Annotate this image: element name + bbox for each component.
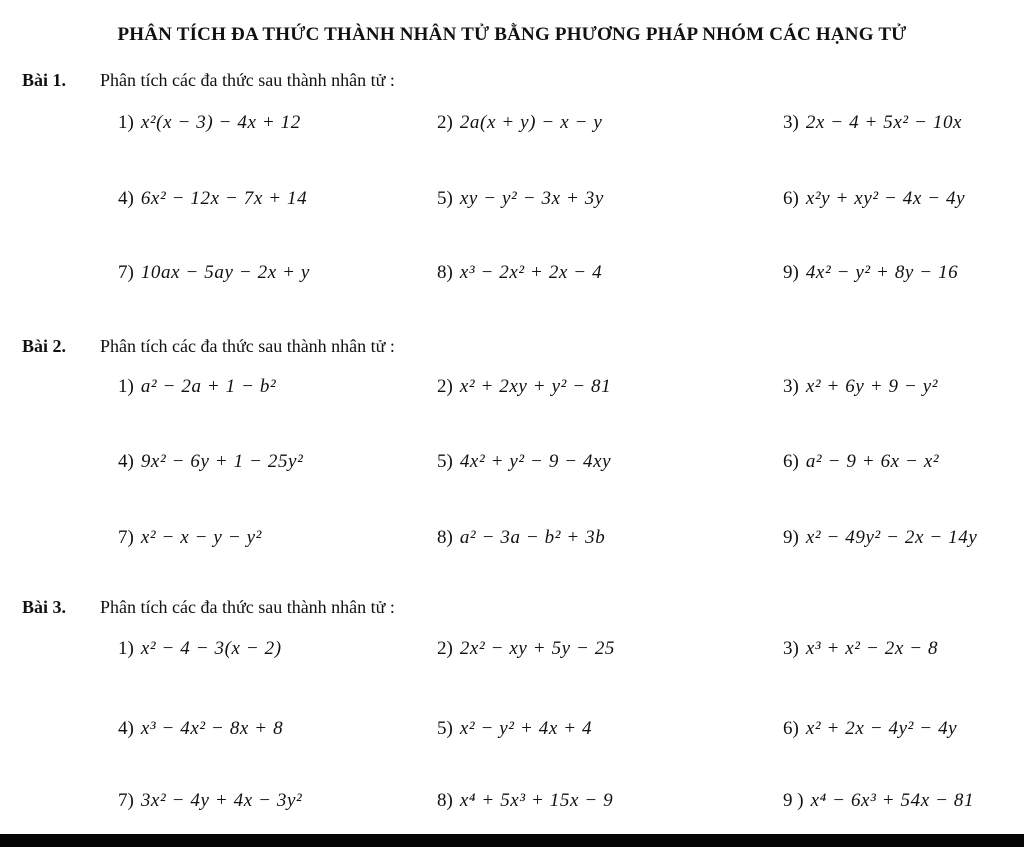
section-heading-bai-3 bbox=[22, 597, 395, 618]
problem-expression: x² − x − y − y² bbox=[140, 527, 262, 548]
problem-expression: 9x² − 6y + 1 − 25y² bbox=[140, 451, 304, 472]
problem-bai1-8 bbox=[437, 262, 602, 284]
problem-index: 8) bbox=[437, 527, 453, 548]
problem-index: 1) bbox=[118, 112, 134, 133]
problem-bai1-3 bbox=[783, 112, 962, 134]
problem-bai1-9 bbox=[783, 262, 958, 284]
problem-index: 1) bbox=[118, 638, 134, 659]
problem-index: 2) bbox=[437, 376, 453, 397]
section-label: Bài 3. bbox=[22, 597, 67, 617]
problem-expression: x² + 6y + 9 − y² bbox=[805, 376, 939, 397]
problem-expression: x²y + xy² − 4x − 4y bbox=[805, 188, 966, 209]
problem-expression: 3x² − 4y + 4x − 3y² bbox=[140, 790, 303, 811]
problem-bai2-5 bbox=[437, 451, 611, 473]
problem-index: 4) bbox=[118, 718, 134, 739]
problem-bai3-3 bbox=[783, 638, 938, 660]
problem-expression: xy − y² − 3x + 3y bbox=[459, 188, 604, 209]
problem-bai3-7 bbox=[118, 790, 302, 812]
problem-bai2-9 bbox=[783, 527, 977, 549]
problem-expression: x² − 4 − 3(x − 2) bbox=[140, 638, 282, 659]
page-title: PHÂN TÍCH ĐA THỨC THÀNH NHÂN TỬ BẰNG PHƯƠNG PHÁP NHÓM CÁC HẠNG TỬ bbox=[117, 24, 907, 45]
section-label: Bài 1. bbox=[22, 70, 67, 90]
problem-expression: x³ − 2x² + 2x − 4 bbox=[459, 262, 603, 283]
problem-bai2-2 bbox=[437, 376, 611, 398]
problem-bai2-8 bbox=[437, 527, 605, 549]
problem-expression: a² − 2a + 1 − b² bbox=[140, 376, 277, 397]
problem-index: 1) bbox=[118, 376, 134, 397]
problem-index: 9) bbox=[783, 527, 799, 548]
problem-bai3-6 bbox=[783, 718, 957, 740]
problem-expression: 2x − 4 + 5x² − 10x bbox=[805, 112, 963, 133]
problem-index: 3) bbox=[783, 638, 799, 659]
problem-bai3-1 bbox=[118, 638, 282, 660]
problem-expression: 2a(x + y) − x − y bbox=[459, 112, 603, 133]
problem-bai2-7 bbox=[118, 527, 262, 549]
problem-index: 2) bbox=[437, 112, 453, 133]
problem-expression: 4x² − y² + 8y − 16 bbox=[805, 262, 959, 283]
problem-bai3-8 bbox=[437, 790, 613, 812]
problem-index: 3) bbox=[783, 112, 799, 133]
problem-index: 9) bbox=[783, 262, 799, 283]
problem-index: 4) bbox=[118, 451, 134, 472]
problem-index: 3) bbox=[783, 376, 799, 397]
problem-expression: x²(x − 3) − 4x + 12 bbox=[140, 112, 301, 133]
problem-index: 7) bbox=[118, 262, 134, 283]
problem-expression: x² + 2xy + y² − 81 bbox=[459, 376, 612, 397]
problem-expression: x⁴ + 5x³ + 15x − 9 bbox=[459, 790, 614, 811]
problem-expression: 6x² − 12x − 7x + 14 bbox=[140, 188, 308, 209]
problem-bai1-7 bbox=[118, 262, 310, 284]
problem-bai2-6 bbox=[783, 451, 939, 473]
section-instruction: Phân tích các đa thức sau thành nhân tử : bbox=[100, 336, 395, 356]
section-instruction: Phân tích các đa thức sau thành nhân tử : bbox=[100, 597, 395, 617]
problem-expression: a² − 3a − b² + 3b bbox=[459, 527, 606, 548]
problem-expression: x² + 2x − 4y² − 4y bbox=[805, 718, 958, 739]
problem-index: 6) bbox=[783, 718, 799, 739]
problem-expression: x² − y² + 4x + 4 bbox=[459, 718, 593, 739]
problem-index: 8) bbox=[437, 790, 453, 811]
problem-bai1-1 bbox=[118, 112, 301, 134]
problem-index: 5) bbox=[437, 451, 453, 472]
problem-expression: 4x² + y² − 9 − 4xy bbox=[459, 451, 612, 472]
problem-expression: x⁴ − 6x³ + 54x − 81 bbox=[810, 790, 975, 811]
problem-bai1-5 bbox=[437, 188, 604, 210]
problem-expression: x³ − 4x² − 8x + 8 bbox=[140, 718, 284, 739]
problem-expression: x² − 49y² − 2x − 14y bbox=[805, 527, 978, 548]
problem-index: 7) bbox=[118, 790, 134, 811]
problem-bai2-3 bbox=[783, 376, 938, 398]
problem-bai2-4 bbox=[118, 451, 303, 473]
problem-index: 8) bbox=[437, 262, 453, 283]
problem-index: 6) bbox=[783, 188, 799, 209]
problem-index: 5) bbox=[437, 718, 453, 739]
problem-index: 2) bbox=[437, 638, 453, 659]
section-instruction: Phân tích các đa thức sau thành nhân tử : bbox=[100, 70, 395, 90]
section-heading-bai-1 bbox=[22, 70, 395, 91]
problem-index: 5) bbox=[437, 188, 453, 209]
problem-expression: 10ax − 5ay − 2x + y bbox=[140, 262, 310, 283]
problem-expression: x³ + x² − 2x − 8 bbox=[805, 638, 939, 659]
problem-bai3-9 bbox=[783, 790, 974, 812]
problem-expression: a² − 9 + 6x − x² bbox=[805, 451, 940, 472]
problem-bai3-2 bbox=[437, 638, 615, 660]
problem-expression: 2x² − xy + 5y − 25 bbox=[459, 638, 616, 659]
problem-index: 6) bbox=[783, 451, 799, 472]
bottom-black-bar bbox=[0, 834, 1024, 847]
section-heading-bai-2 bbox=[22, 336, 395, 357]
problem-index: 9 ) bbox=[783, 790, 804, 811]
problem-bai1-4 bbox=[118, 188, 307, 210]
problem-bai2-1 bbox=[118, 376, 276, 398]
section-label: Bài 2. bbox=[22, 336, 67, 356]
problem-bai1-6 bbox=[783, 188, 965, 210]
problem-index: 7) bbox=[118, 527, 134, 548]
problem-bai3-4 bbox=[118, 718, 283, 740]
problem-bai1-2 bbox=[437, 112, 602, 134]
problem-bai3-5 bbox=[437, 718, 592, 740]
problem-index: 4) bbox=[118, 188, 134, 209]
